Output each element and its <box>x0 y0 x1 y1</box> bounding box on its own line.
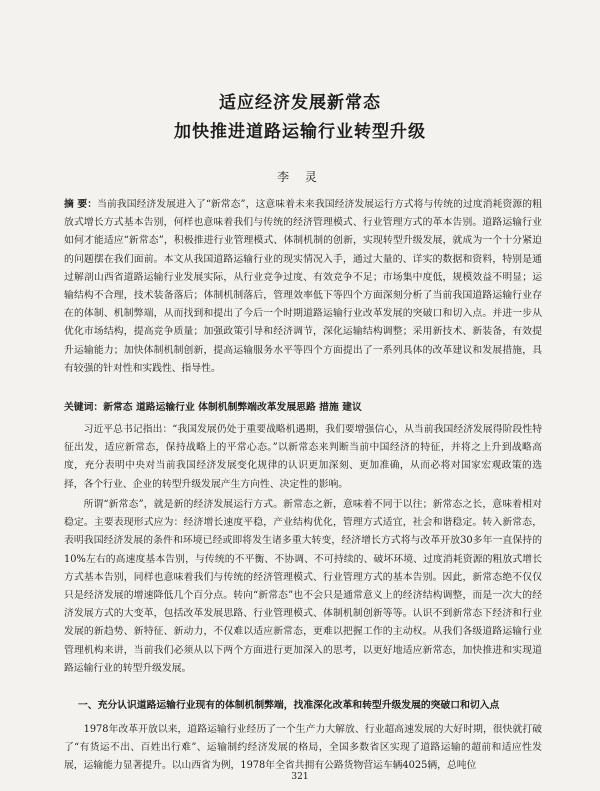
abstract <box>64 196 542 378</box>
section-heading-1: 一、充分认识道路运输行业现有的体制机制弊端，找准深化改革和转型升级发展的突破口和切入点 <box>78 700 500 711</box>
body-paragraph-2: 所谓“新常态”，就是新的经济发展运行方式。新常态之新，意味着不同于以往；新常态之长，意味着相对稳定。主要表现形式应为：经济增长速度平稳，产业结构优化，管理方式适宜，社会和谐稳定。转入新常态，表明我国经济发展的条件和环境已经或即将发生诸多重大转变，经济增长方式将与改革开放30多年一直保持的10%左右的高速度基本告别，与传统的不平衡、不协调、不可持续的、破坏环境、过度消耗资源的粗放式增长方式基本告别，同样也意味着我们与传统的经济管理模式、行业管理方式的基本告别。因此，新常态绝不仅仅只是经济发展的增速降低几个百分点。转向“新常态”也不会只是通常意义上的经济结构调整，而是一次大的经济发展方式的大变革，包括改革发展思路、行业管理模式、体制机制创新等等。认识不到新常态下经济和行业发展的新趋势、新特征、新动力，不仅难以适应新常态，更难以把握工作的主动权。从我们各级道路运输行业管理机构来讲，当前我们必须从以下两个方面进行更加深入的思考，以更好地适应新常态，加快推进和实现道路运输行业的转型升级发展。 <box>64 499 542 674</box>
keywords <box>64 399 542 417</box>
article-title-line2: 加快推进道路运输行业转型升级 <box>174 122 426 142</box>
abstract-text: 当前我国经济发展进入了“新常态”，这意味着未来我国经济发展运行方式将与传统的过度消耗资源的粗放式增长方式基本告别，何样也意味着我们与传统的经济管理模式、行业管理方式的革本告别。道路运输行业如何才能适应“新常态”，积极推进行业管理模式、体制机制的创新，实现转型升级发展，就成为一个十分紧迫的问题摆在我们面前。本文从我国道路运输行业的现实情况入手，通过大量的、详实的数据和资料，特别是通过解剖山西省道路运输行业发展实际，从行业竞争过度、有效竞争不足；市场集中度低，规模效益不明显；运输结构不合理，技术装备落后；体制机制落后，管理效率低下等四个方面深刻分析了当前我国道路运输行业存在的体制、机制弊端，从而找到和提出了今后一个时期道路运输行业改革发展的突破口和切入点。并进一步从优化市场结构，提高竞争质量；加强政策引导和经济调节，深化运输结构调整；采用新技术、新装备，有效提升运输能力；加快体制机制创新，提高运输服务水平等四个方面提出了一系列具体的改革建议和发展措施，具有较强的针对性和实践性、指导性。 <box>64 199 542 374</box>
body-paragraph-1: 习近平总书记指出：“我国发展仍处于重要战略机遇期，我们要增强信心，从当前我国经济发展得阶段性特征出发，适应新常态，保持战略上的平常心态。”以新常态来判断当前中国经济的特征，并将之上升到战略高度，充分表明中央对当前我国经济发展变化规律的认识更加深刻、更加准确，从而必将对国家宏观政策的选择，各个行业、企业的转型升级发展产生方向性、决定性的影响。 <box>64 424 542 490</box>
article-title-line1: 适应经济发展新常态 <box>219 93 381 113</box>
page-number: 321 <box>291 772 309 782</box>
keywords-text: 新常态 道路运输行业 体制机制弊端改革发展思路 措施 建议 <box>103 402 362 413</box>
author-name: 李 灵 <box>277 170 323 184</box>
body-paragraph-3: 1978年改革开放以来，道路运输行业经历了一个生产力大解放、行业超高速发展的大好时期，很快就打破了“有货运不出、百姓出行难”、运输制约经济发展的格局，全国多数省区实现了道路运输的超前和适应性发展，运输能力显著提升。以山西省为例，1978年全省共拥有公路货物营运车辆4025辆，总吨位 <box>64 724 542 772</box>
abstract-label: 摘 要： <box>64 199 98 210</box>
keywords-label: 关键词： <box>64 402 104 413</box>
